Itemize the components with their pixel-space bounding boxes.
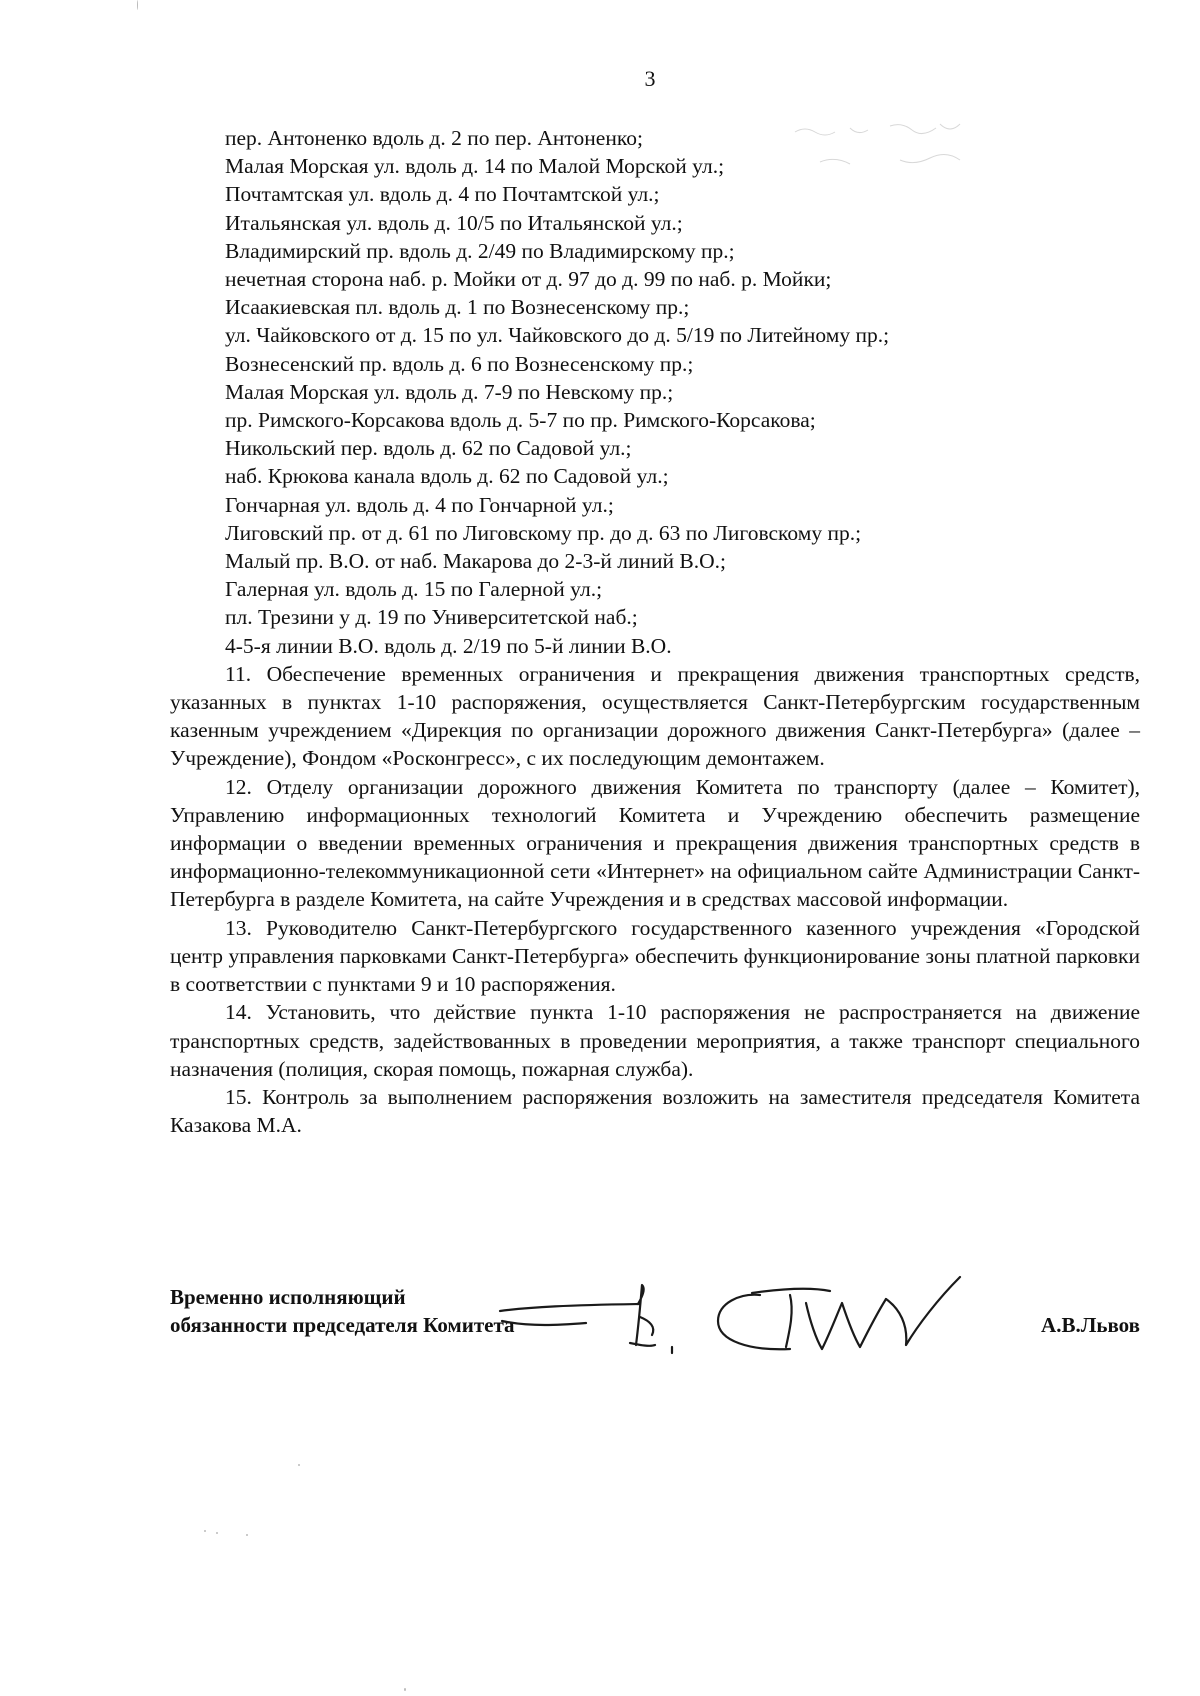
scan-speck (216, 1532, 218, 1534)
list-item: 4-5-я линии В.О. вдоль д. 2/19 по 5-й линии В.О. (225, 633, 672, 658)
list-item: Лиговский пр. от д. 61 по Лиговскому пр. до д. 63 по Лиговскому пр.; (225, 520, 862, 545)
list-item: Исаакиевская пл. вдоль д. 1 по Вознесенскому пр.; (225, 295, 690, 320)
list-item: пер. Антоненко вдоль д. 2 по пер. Антоненко; (225, 126, 643, 150)
list-item: Вознесенский пр. вдоль д. 6 по Вознесенскому пр.; (225, 351, 694, 376)
list-item: нечетная сторона наб. р. Мойки от д. 97 до д. 99 по наб. р. Мойки; (225, 267, 832, 292)
signatory-name: А.В.Львов (1041, 1313, 1140, 1337)
signatory-title-line-2: обязанности председателя Комитета (170, 1313, 515, 1337)
paragraph-11: 11. Обеспечение временных ограничения и прекращения движения транспортных средств, указанных в пунктах 1-10 распоряжения, осуществляется Санкт-Петербургским государственным казенным учреждением «Дирекция по организации дорожного движения Санкт-Петербурга» (далее – Учреждение), Фондом «Росконгресс», с их последующим демонтажем. (170, 661, 1140, 771)
list-item: Малый пр. В.О. от наб. Макарова до 2-3-й линий В.О.; (225, 549, 726, 574)
page-number: 3 (644, 66, 656, 91)
signatory-title-line-1: Временно исполняющий (170, 1285, 406, 1309)
list-item: Владимирский пр. вдоль д. 2/49 по Владимирскому пр.; (225, 238, 735, 263)
paragraph-12: 12. Отделу организации дорожного движения Комитета по транспорту (далее – Комитет), Управлению информационных технологий Комитета и Учреждению обеспечить размещение информации о введении временных ограничения и прекращения движения транспортных средств в информационно-телекоммуникационной сети «Интернет» на официальном сайте Администрации Санкт-Петербурга в разделе Комитета, на сайте Учреждения и в средствах массовой информации. (170, 774, 1140, 912)
list-item: Малая Морская ул. вдоль д. 7-9 по Невскому пр.; (225, 379, 674, 404)
list-item: пл. Трезини у д. 19 по Университетской наб.; (225, 605, 638, 630)
list-item: наб. Крюкова канала вдоль д. 62 по Садовой ул.; (225, 464, 669, 489)
signature-block (170, 1283, 1140, 1403)
scan-speck (137, 0, 138, 10)
scan-speck (204, 1530, 206, 1532)
list-item: Галерная ул. вдоль д. 15 по Галерной ул.; (225, 577, 603, 602)
scan-speck (246, 1534, 248, 1536)
scan-speck (404, 1688, 406, 1691)
paragraph-13: 13. Руководителю Санкт-Петербургского государственного казенного учреждения «Городской центр управления парковками Санкт-Петербурга» обеспечить функционирование зоны платной парковки в соответствии с пунктами 9 и 10 распоряжения. (170, 915, 1140, 997)
document-body (170, 124, 1140, 1139)
paragraph-14: 14. Установить, что действие пункта 1-10 распоряжения не распространяется на движение транспортных средств, задействованных в проведении мероприятия, а также транспорт специального назначения (полиция, скорая помощь, пожарная служба). (170, 1000, 1140, 1081)
paragraph-15: 15. Контроль за выполнением распоряжения возложить на заместителя председателя Комитета Казакова М.А. (170, 1084, 1140, 1138)
street-list (170, 124, 1140, 660)
list-item: Почтамтская ул. вдоль д. 4 по Почтамтской ул.; (225, 182, 660, 207)
list-item: ул. Чайковского от д. 15 по ул. Чайковского до д. 5/19 по Литейному пр.; (225, 323, 890, 348)
handwritten-signature (490, 1269, 1010, 1359)
list-item: пр. Римского-Корсакова вдоль д. 5-7 по пр. Римского-Корсакова; (225, 408, 816, 433)
list-item: Никольский пер. вдоль д. 62 по Садовой ул.; (225, 436, 632, 461)
scan-speck (298, 1464, 300, 1466)
list-item: Малая Морская ул. вдоль д. 14 по Малой Морской ул.; (225, 154, 725, 179)
list-item: Итальянская ул. вдоль д. 10/5 по Итальянской ул.; (225, 210, 683, 235)
list-item: Гончарная ул. вдоль д. 4 по Гончарной ул.; (225, 492, 614, 517)
